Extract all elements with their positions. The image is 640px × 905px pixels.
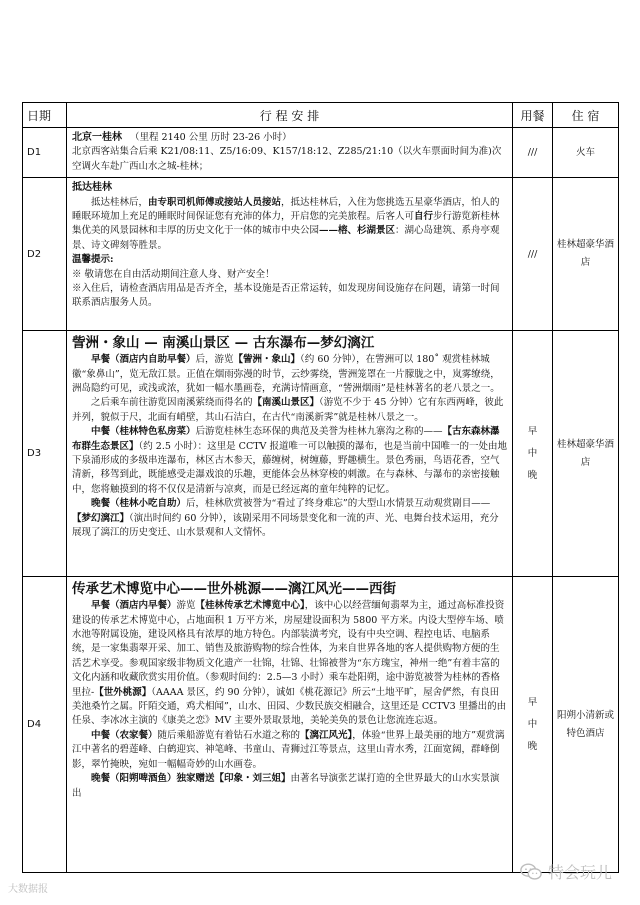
meal-breakfast: 早 — [527, 696, 538, 708]
meal-dinner: 晚 — [527, 469, 538, 481]
meal-lunch: 中 — [527, 447, 538, 459]
meal-breakfast: 早 — [527, 425, 538, 437]
wechat-icon — [520, 862, 542, 882]
day-title: 北京一桂林 — [72, 132, 122, 143]
meal-dinner: 晚 — [527, 740, 538, 752]
table-row — [23, 577, 619, 873]
plan-paragraph: 早餐（酒店内早餐）游览【桂林传承艺术博览中心】，该中心以经营缅甸翡翠为主，通过高标准投资建设的传承艺术博览中心，占地面积 1 万平方米，房屋建设面积为 5800 平方米。内设大型停车场、喷水池等附属设施，建设风格具有浓厚的地方特色。内部装潢考究，设有中央空调、程控电话、电脑系统，是一家集翡翠开采、加工、销售及旅游购物的综合性体，为来自世界各地的客人提供购物方便的生活艺术享受。参观国家级非物质文化遗产一壮锦，壮锦、壮锦被誉为“东方瑰宝，神州一绝”有着丰富的文化内涵和收藏欣赏实用价值。（参观时间约：2.5—3 小时）乘车赴阳朔，途中游览被誉为桂林的香格里拉-【世外桃源】（AAAA 景区，约 90 分钟），诚如《桃花源记》所云“土地平旷，屋舍俨然，有良田美池桑竹之属。阡陌交通，鸡犬相闻”，山水、田园、少数民族交相融合，这里还是 CCTV3 里播出的由任泉、李冰冰主演的《康美之恋》MV 主要外景取景地，美轮美奂的景色让您流连忘返。 — [72, 600, 507, 727]
day-title: 传承艺术博览中心——世外桃源——漓江风光——西街 — [72, 581, 396, 598]
meal-cell: /// — [513, 178, 553, 331]
watermark-left: 大数据报 — [8, 884, 48, 895]
meal-lunch: 中 — [527, 718, 538, 730]
header-meal: 用餐 — [513, 103, 553, 128]
meal-cell: /// — [513, 128, 553, 178]
plan-paragraph: 晚餐（桂林小吃自助）后，桂林欣赏被誉为“看过了终身难忘”的大型山水情景互动观赏剧目——【梦幻漓江】（演出时间约 60 分钟），该剧采用不同场景变化和一流的声、光、电舞台技术运用，充分展现了漓江的历史变迁、山水景观和人文情怀。 — [72, 498, 499, 539]
table-row — [23, 331, 619, 577]
plan-cell — [67, 128, 513, 178]
header-day: 日期 — [23, 103, 67, 128]
plan-paragraph: 早餐（酒店内自助早餐）后，游览【訾洲・象山】（约 60 分钟），在訾洲可以 180˚ 观赏桂林城徽“象鼻山”，览无敌江景。正值在烟雨弥漫的时节，云纱雾绕，訾洲笼罩在一片朦胧之中，岚雾缭绕，洲岛隐约可见，或浅或浓，犹如一幅水墨画卷，充满诗情画意，“訾洲烟雨”是桂林著名的老八景之一。 — [72, 354, 500, 395]
plan-cell — [67, 577, 513, 873]
table-header-row — [23, 103, 619, 128]
watermark-right — [520, 860, 612, 883]
day-title: 抵达桂林 — [72, 182, 112, 194]
table-row — [23, 178, 619, 331]
plan-paragraph: 中餐（农家餐）随后乘船游览有着钻石水道之称的【漓江风光】，体验“世界上最美丽的地方”观赏漓江中著名的碧莲峰、白鹤迎宾、神笔峰、书童山、青狮过江等景点，这里山青水秀，江面宽阔，群峰倒影，翠竹掩映，宛如一幅幅奇妙的山水画卷。 — [72, 729, 505, 770]
meal-cell — [513, 331, 553, 577]
itinerary-table — [22, 102, 619, 873]
day-cell: D3 — [23, 331, 67, 577]
plan-paragraph: 中餐（桂林特色私房菜）后游览桂林生态环保的典范及美誉为桂林九寨沟之称的——【古东森林瀑布群生态景区】（约 2.5 小时）：这里是 CCTV 报道唯一可以触摸的瀑布，也是当前中国唯一的一处由地下泉涌形成的多级串连瀑布，林区古木参天，藤缠树，树缠藤，野趣横生。景色秀丽，鸟语花香，空气清新，移驾到此，既能感受走瀑戏浪的乐趣，更能体会丛林穿梭的刺激。在与森林、与瀑布的亲密接触中，您将触摸到的将不仅仅是清新与凉爽，而是已经远离的童年纯粹的记忆。 — [72, 426, 507, 495]
day-cell: D4 — [23, 577, 67, 873]
plan-paragraph: 抵达桂林后，由专职司机师傅或接站人员接站，抵达桂林后，入住为您挑选五星豪华酒店，怕人的睡眠环境加上充足的睡眠时间保证您有充沛的体力，开启您的完美旅程。后客人可自行步行游览新桂林集优美的风景园林和丰厚的历史文化于一体的城市中央公园——榕、杉湖景区：湖心岛建筑、系舟亭观景、诗文碑刻等胜景。 — [72, 196, 500, 251]
tip-item: ※ 敬请您在自由活动期间注意人身、财产安全！ — [72, 268, 275, 280]
plan-cell — [67, 331, 513, 577]
tip-title: 温馨提示: — [72, 254, 114, 266]
day-title: 訾洲・象山 — 南溪山景区 — 古东瀑布—梦幻漓江 — [72, 335, 375, 352]
watermark-right-text: 特会玩儿 — [548, 863, 613, 882]
plan-cell — [67, 178, 513, 331]
header-plan: 行 程 安 排 — [67, 103, 513, 128]
header-hotel: 住 宿 — [553, 103, 619, 128]
plan-paragraph: 晚餐（阳朔啤酒鱼）独家赠送【印象・刘三姐】由著名导演张艺谋打造的全世界最大的山水实景演出 — [72, 773, 500, 799]
plan-paragraph: 之后乘车前往游览因南溪萦绕而得名的【南溪山景区】（游览不少于 45 分钟）它有东西两峰，彼此并列，貌似于尺，北面有峭壁，其山石洁白，在古代“南溪新霁”就是桂林八景之一。 — [72, 397, 504, 423]
day-cell: D2 — [23, 178, 67, 331]
hotel-cell: 火车 — [553, 128, 619, 178]
hotel-cell: 桂林超豪华酒店 — [553, 178, 619, 331]
meal-cell — [513, 577, 553, 873]
day-title-extra: （里程 2140 公里 历时 23-26 小时） — [130, 132, 292, 143]
tip-item: ※入住后，请检查酒店用品是否齐全，基本设施是否正常运转，如发现房间设施存在问题，请第一时间联系酒店服务人员。 — [72, 283, 500, 309]
table-row — [23, 128, 619, 178]
plan-text: 北京西客站集合后乘 K21/08:11、Z5/16:09、K157/18:12、Z285/21:10（以火车票面时间为准)次空调火车赴广西山水之城-桂林； — [72, 146, 502, 172]
hotel-cell: 阳朔小清新或特色酒店 — [553, 577, 619, 873]
hotel-cell: 桂林超豪华酒店 — [553, 331, 619, 577]
day-cell: D1 — [23, 128, 67, 178]
